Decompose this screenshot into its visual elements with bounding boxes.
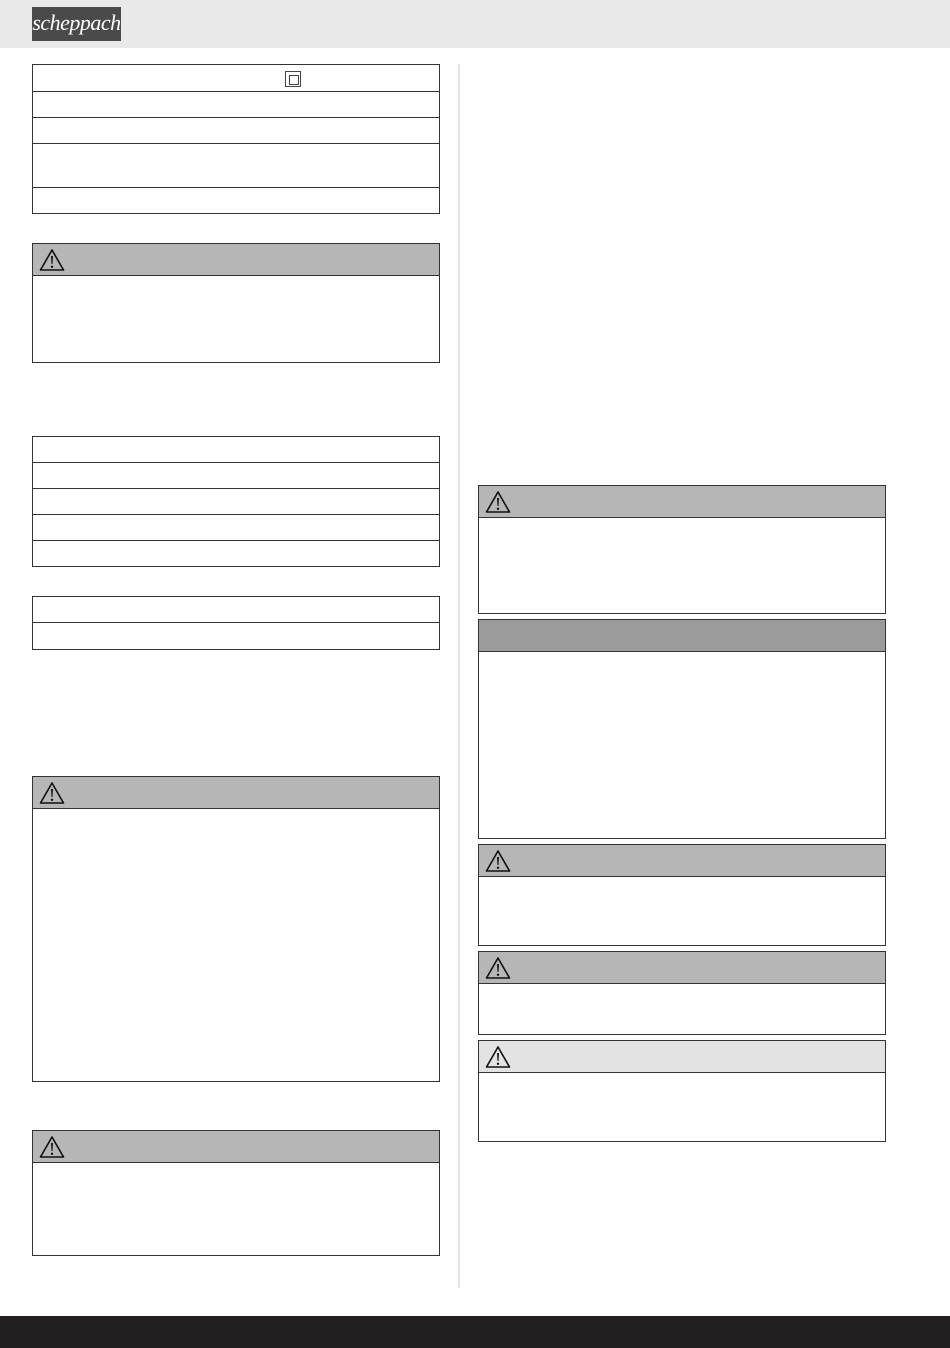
warning-triangle-icon bbox=[485, 956, 511, 980]
warning-box bbox=[478, 951, 886, 1035]
table-row bbox=[33, 489, 439, 515]
warning-triangle-icon bbox=[485, 490, 511, 514]
warning-box-header bbox=[33, 244, 439, 276]
warning-box bbox=[32, 1130, 440, 1256]
table-row bbox=[33, 515, 439, 541]
table-row bbox=[33, 144, 439, 188]
warning-triangle-icon bbox=[485, 849, 511, 873]
caution-box-header bbox=[479, 1041, 885, 1073]
table-row bbox=[33, 541, 439, 567]
table-row bbox=[33, 623, 439, 650]
table-row bbox=[33, 118, 439, 144]
table-row bbox=[33, 437, 439, 463]
table-row bbox=[33, 65, 439, 92]
table-row bbox=[33, 92, 439, 118]
caution-box bbox=[478, 1040, 886, 1142]
warning-box bbox=[478, 485, 886, 614]
warning-box-header bbox=[33, 777, 439, 809]
vibration-values-table bbox=[32, 596, 440, 650]
column-divider bbox=[458, 64, 460, 1288]
note-box bbox=[478, 619, 886, 839]
warning-box-header bbox=[479, 952, 885, 984]
noise-values-table bbox=[32, 436, 440, 567]
table-row bbox=[33, 188, 439, 214]
warning-box-header bbox=[33, 1131, 439, 1163]
scheppach-logo: scheppach bbox=[32, 7, 121, 41]
warning-triangle-icon bbox=[39, 1135, 65, 1159]
warning-triangle-icon bbox=[39, 248, 65, 272]
table-row bbox=[33, 463, 439, 489]
warning-triangle-icon bbox=[39, 781, 65, 805]
warning-triangle-icon bbox=[485, 1045, 511, 1069]
table-row bbox=[33, 597, 439, 623]
note-box-header bbox=[479, 620, 885, 652]
protection-class-ii-icon bbox=[285, 71, 301, 87]
page-header bbox=[0, 0, 950, 48]
warning-box bbox=[32, 243, 440, 363]
page-footer bbox=[0, 1316, 950, 1348]
warning-box-header bbox=[479, 845, 885, 877]
warning-box-header bbox=[479, 486, 885, 518]
technical-data-table bbox=[32, 64, 440, 214]
warning-box bbox=[478, 844, 886, 946]
warning-box bbox=[32, 776, 440, 1082]
